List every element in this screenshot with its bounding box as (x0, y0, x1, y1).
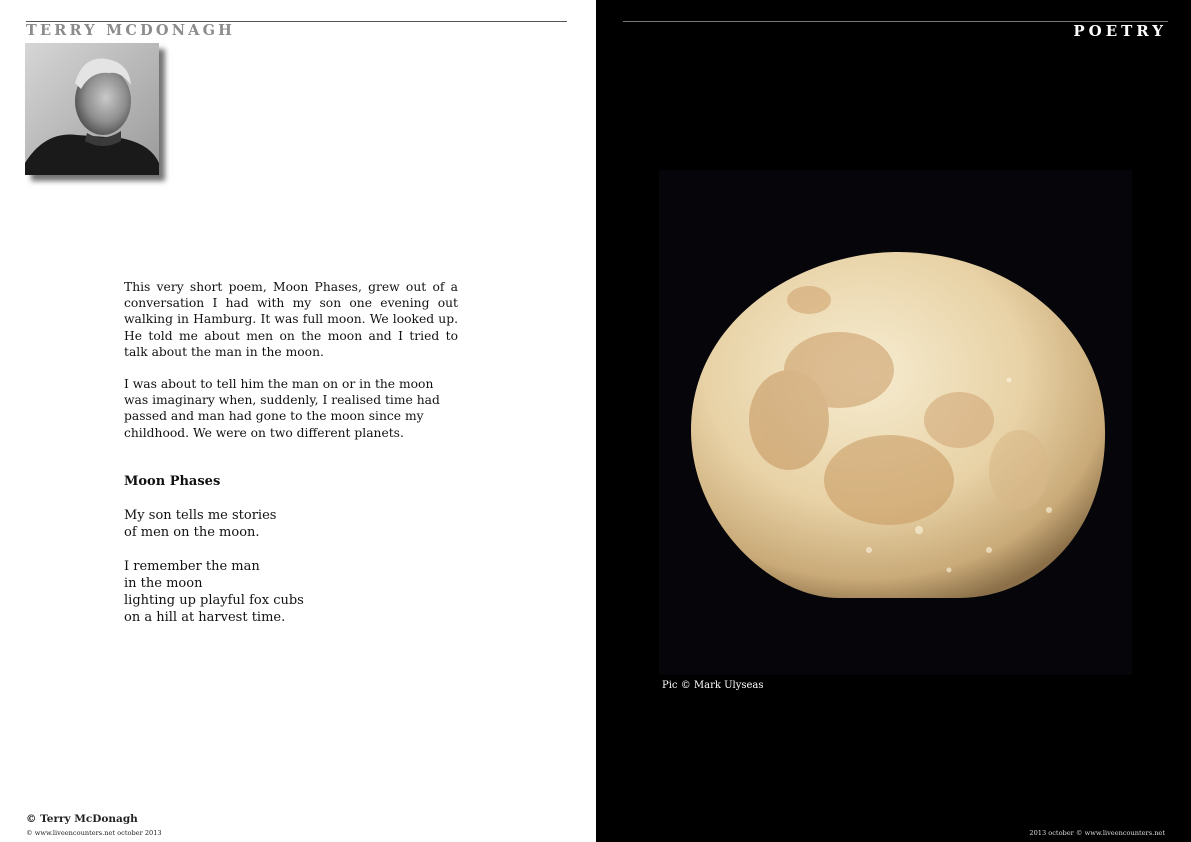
footer-date-note: 2013 october © www.liveencounters.net (1029, 829, 1165, 837)
poem-stanza (124, 558, 444, 626)
intro-paragraph: This very short poem, Moon Phases, grew out of a conversation I had with my son one evening out walking in Hamburg. It was full moon. We looked up. He told me about men on the moon and I tried to talk about the man in the moon. (124, 280, 458, 359)
author-header: TERRY MCDONAGH (26, 22, 236, 39)
poem-title: Moon Phases (124, 474, 221, 489)
poem-line: lighting up playful fox cubs (124, 593, 304, 608)
poem-line: of men on the moon. (124, 525, 260, 540)
poem-stanza (124, 507, 444, 541)
photo-credit: Pic © Mark Ulyseas (662, 680, 764, 691)
poem-line: I remember the man (124, 559, 260, 574)
intro-paragraph: I was about to tell him the man on or in the moon was imaginary when, suddenly, I realised time had passed and man had gone to the moon since my childhood. We were on two different planets. (124, 377, 440, 440)
poem-line: My son tells me stories (124, 508, 277, 523)
poem-line: in the moon (124, 576, 203, 591)
footer-copyright-author: © Terry McDonagh (26, 813, 138, 825)
poem (124, 473, 444, 643)
right-page (596, 0, 1191, 842)
author-portrait (25, 43, 159, 175)
section-header: POETRY (1073, 22, 1167, 40)
footer-site-note: © www.liveencounters.net october 2013 (26, 829, 162, 837)
intro-text (124, 279, 458, 457)
poem-line: on a hill at harvest time. (124, 610, 286, 625)
moon-photo (659, 170, 1132, 675)
